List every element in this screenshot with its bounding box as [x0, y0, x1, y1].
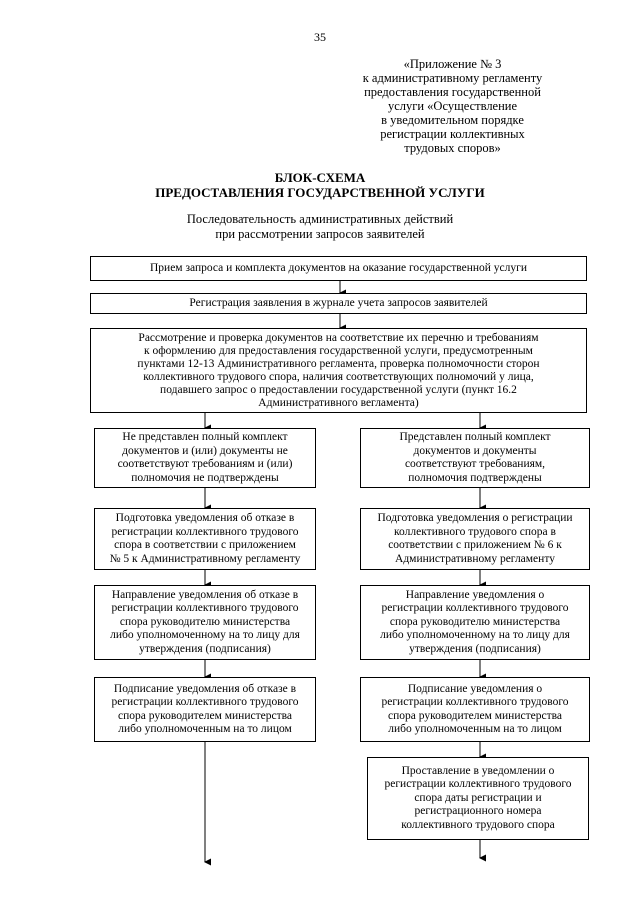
box-line: спора в соответствии с приложением: [114, 539, 296, 551]
box-line: Направление уведомления о: [405, 588, 545, 601]
box-line: утверждения (подписания): [139, 642, 271, 655]
box-line: пунктами 12-13 Административного регламента, проверка полномочности сторон: [137, 357, 540, 370]
box-line: Подготовка уведомления об отказе в: [115, 512, 295, 524]
box-line: Подписание уведомления об отказе в: [113, 682, 297, 695]
box-line: документов и документы: [413, 444, 537, 457]
box-line: регистрации коллективного трудового: [111, 696, 299, 708]
box-line: Административного вегламента): [258, 396, 419, 409]
page-number: 35: [314, 30, 326, 44]
box-line: соответствуют требованиям и (или): [117, 458, 293, 470]
subtitle-line: Последовательность административных действий: [186, 212, 454, 226]
title-line: ПРЕДОСТАВЛЕНИЯ ГОСУДАРСТВЕННОЙ УСЛУГИ: [155, 185, 485, 200]
box-line: Подписание уведомления о: [407, 682, 543, 695]
box-line: коллективного трудового спора в: [394, 525, 556, 538]
subtitle-line: при рассмотрении запросов заявителей: [215, 227, 425, 241]
box-line: полномочия подтверждены: [408, 471, 542, 484]
right-sign-registration: [360, 677, 590, 742]
right-assign-registration-number: [367, 757, 589, 840]
step-review-documents: [90, 328, 587, 413]
appendix-line: услуги «Осуществление: [387, 99, 518, 113]
box-line: спора руководителем министерства: [118, 709, 292, 722]
appendix-line: к административному регламенту: [362, 71, 543, 85]
box-line: к оформлению для предоставления государственной услуги, предусмотренным: [144, 344, 533, 357]
step-register-application: [90, 293, 587, 314]
box-line: регистрации коллективного трудового: [381, 696, 569, 708]
right-prepare-registration: [360, 508, 590, 570]
box-line: либо уполномоченному на то лицу для: [110, 629, 300, 642]
appendix-line: регистрации коллективных: [380, 127, 525, 141]
box-line: спора руководителю министерства: [119, 615, 291, 628]
box-line: утверждения (подписания): [409, 642, 541, 655]
box-line: спора даты регистрации и: [414, 791, 542, 804]
appendix-line: трудовых споров»: [404, 141, 501, 155]
left-sign-refusal: [94, 677, 316, 742]
appendix-line: «Приложение № 3: [403, 57, 502, 71]
left-send-refusal: [94, 585, 316, 660]
box-line: Направление уведомления об отказе в: [111, 588, 299, 601]
box-line: регистрационного номера: [414, 805, 542, 818]
box-line: коллективного трудового спора, наличия соответствующих полномочий у лица,: [143, 370, 534, 383]
right-send-registration: [360, 585, 590, 660]
box-line: Регистрация заявления в журнале учета запросов заявителей: [189, 296, 488, 309]
box-line: регистрации коллективного трудового: [384, 778, 572, 791]
box-line: Не представлен полный комплект: [122, 431, 288, 443]
right-complete-documents: [360, 428, 590, 488]
box-line: регистрации коллективного трудового: [111, 602, 299, 615]
box-line: Проставление в уведомлении о: [401, 764, 555, 777]
box-line: полномочия не подтверждены: [131, 471, 279, 484]
box-line: Рассмотрение и проверка документов на соответствие их перечню и требованиям: [138, 331, 539, 344]
box-line: Прием запроса и комплекта документов на оказание государственной услуги: [149, 261, 528, 274]
appendix-line: в уведомительном порядке: [381, 113, 524, 127]
box-line: № 5 к Административному регламенту: [109, 552, 301, 565]
box-line: документов и (или) документы не: [122, 444, 288, 457]
box-line: спора руководителем министерства: [388, 709, 562, 722]
left-prepare-refusal: [94, 508, 316, 570]
left-incomplete-documents: [94, 428, 316, 488]
box-line: регистрации коллективного трудового: [111, 525, 299, 538]
box-line: подавшего запрос о предоставлении государственной услуги (пункт 16.2: [160, 383, 517, 396]
title-line: БЛОК-СХЕМА: [274, 170, 366, 185]
box-line: соответствии с приложением № 6 к: [388, 539, 562, 551]
box-line: либо уполномоченным на то лицом: [118, 723, 292, 735]
box-line: либо уполномоченным на то лицом: [388, 723, 562, 735]
box-line: Подготовка уведомления о регистрации: [377, 512, 573, 524]
box-line: Представлен полный комплект: [399, 431, 551, 443]
appendix-line: предоставления государственной: [364, 85, 541, 99]
box-line: регистрации коллективного трудового: [381, 602, 569, 615]
box-line: спора руководителю министерства: [389, 615, 561, 628]
box-line: коллективного трудового спора: [401, 818, 555, 831]
box-line: либо уполномоченному на то лицу для: [380, 629, 570, 642]
step-receive-request: [90, 256, 587, 281]
box-line: соответствуют требованиям,: [404, 458, 546, 470]
box-line: Административному регламенту: [395, 552, 555, 565]
